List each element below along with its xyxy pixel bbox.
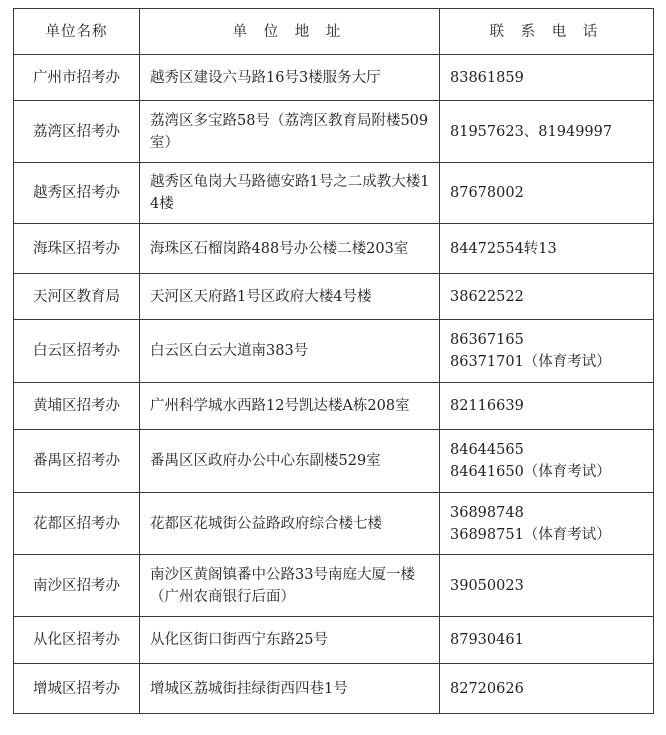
phone-number: 84644565 [450,442,524,458]
cell-address: 增城区荔城街挂绿街西四巷1号 [140,664,440,714]
phone-number: 84472554转13 [450,240,557,257]
phone-number: 81957623、81949997 [450,123,613,140]
cell-address: 从化区街口街西宁东路25号 [140,617,440,664]
cell-unit-name: 白云区招考办 [14,320,140,383]
table-header-row [14,9,654,55]
contact-table-container [13,8,653,714]
cell-phone [440,664,654,714]
cell-unit-name: 番禺区招考办 [14,430,140,493]
cell-phone [440,55,654,101]
cell-unit-name: 花都区招考办 [14,493,140,555]
phone-number: 82116639 [450,398,524,414]
phone-number: 87678002 [450,185,524,201]
cell-phone [440,493,654,555]
phone-number: 84641650（体育考试） [450,464,611,480]
table-row [14,101,654,163]
cell-phone [440,320,654,383]
cell-address: 越秀区龟岗大马路德安路1号之二成教大楼14楼 [140,163,440,224]
cell-phone [440,430,654,493]
table-row [14,320,654,383]
cell-address: 广州科学城水西路12号凯达楼A栋208室 [140,383,440,430]
phone-number: 83861859 [450,69,524,86]
cell-address: 白云区白云大道南383号 [140,320,440,383]
phone-number: 86371701（体育考试） [450,354,611,370]
contact-table [13,8,654,714]
table-row [14,163,654,224]
cell-phone [440,617,654,664]
table-row [14,224,654,274]
cell-phone [440,101,654,163]
cell-unit-name: 荔湾区招考办 [14,101,140,163]
phone-number: 86367165 [450,332,524,348]
cell-phone [440,383,654,430]
cell-address: 南沙区黄阁镇番中公路33号南庭大厦一楼（广州农商银行后面） [140,555,440,617]
cell-address: 荔湾区多宝路58号（荔湾区教育局附楼509室） [140,101,440,163]
cell-unit-name: 南沙区招考办 [14,555,140,617]
cell-address: 海珠区石榴岗路488号办公楼二楼203室 [140,224,440,274]
cell-unit-name: 天河区教育局 [14,274,140,320]
phone-number: 38622522 [450,288,524,305]
table-row [14,55,654,101]
cell-phone [440,274,654,320]
cell-unit-name: 增城区招考办 [14,664,140,714]
header-unit-name: 单位名称 [14,9,140,55]
cell-address: 天河区天府路1号区政府大楼4号楼 [140,274,440,320]
table-row [14,555,654,617]
cell-phone [440,555,654,617]
phone-number: 39050023 [450,577,524,594]
phone-number: 36898748 [450,504,524,521]
header-address: 单 位 地 址 [140,9,440,55]
table-row [14,493,654,555]
table-row [14,664,654,714]
cell-unit-name: 海珠区招考办 [14,224,140,274]
cell-phone [440,224,654,274]
cell-unit-name: 从化区招考办 [14,617,140,664]
table-row [14,430,654,493]
cell-address: 番禺区区政府办公中心东副楼529室 [140,430,440,493]
header-phone: 联 系 电 话 [440,9,654,55]
table-row [14,617,654,664]
table-row [14,383,654,430]
cell-address: 越秀区建设六马路16号3楼服务大厅 [140,55,440,101]
table-body [14,55,654,714]
cell-phone [440,163,654,224]
phone-number: 36898751（体育考试） [450,526,611,543]
cell-address: 花都区花城街公益路政府综合楼七楼 [140,493,440,555]
cell-unit-name: 越秀区招考办 [14,163,140,224]
cell-unit-name: 黄埔区招考办 [14,383,140,430]
phone-number: 87930461 [450,632,524,648]
cell-unit-name: 广州市招考办 [14,55,140,101]
table-row [14,274,654,320]
phone-number: 82720626 [450,680,524,697]
